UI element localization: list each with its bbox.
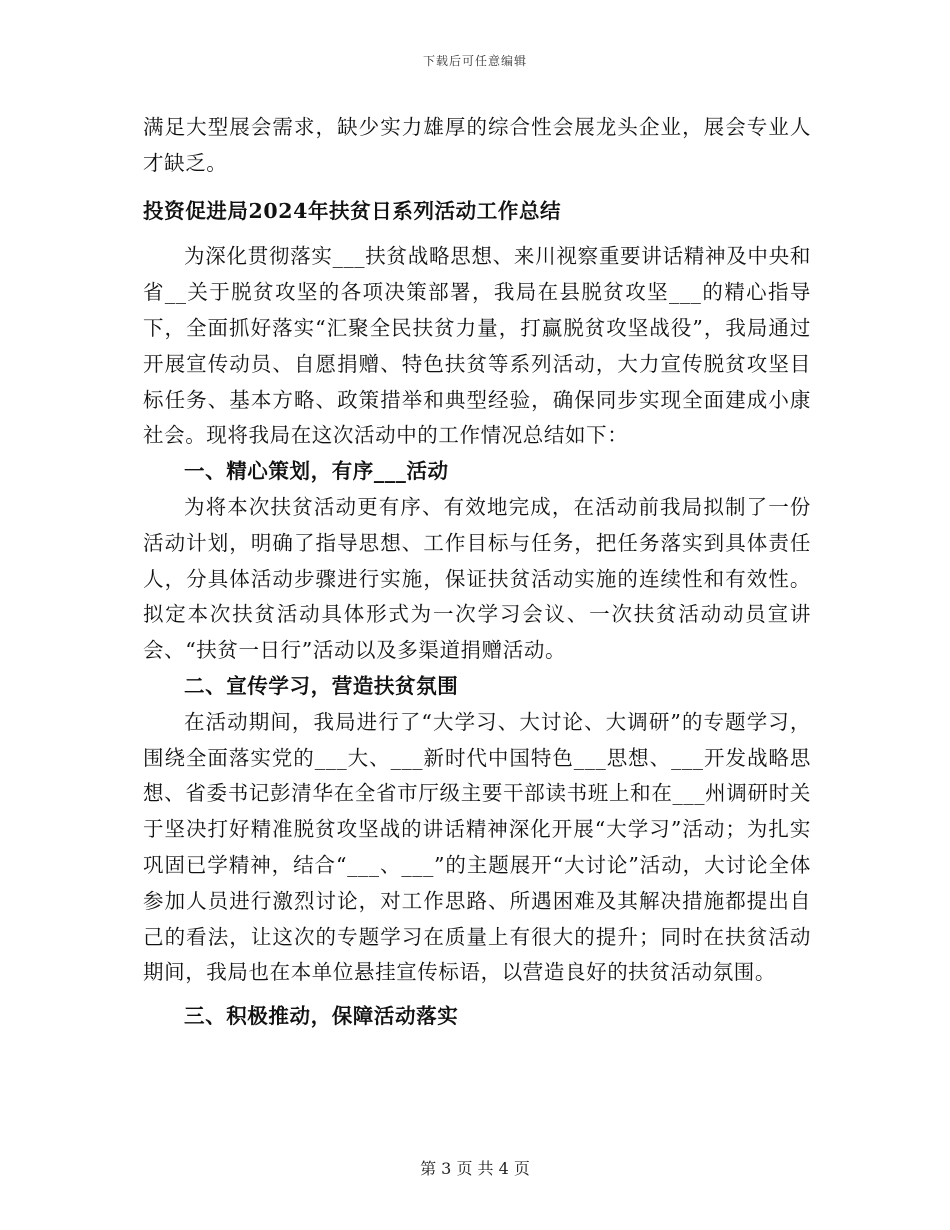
section-paragraph-1: 为将本次扶贫活动更有序、有效地完成，在活动前我局拟制了一份活动计划，明确了指导思想、工作目标与任务，把任务落实到具体责任人，分具体活动步骤进行实施，保证扶贫活动实施的连续性和有效性。拟定本次扶贫活动具体形式为一次学习会议、一次扶贫活动动员宣讲会、“扶贫一日行”活动以及多渠道捐赠活动。 <box>143 494 811 663</box>
intro-continuation: 满足大型展会需求，缺少实力雄厚的综合性会展龙头企业，展会专业人才缺乏。 <box>143 115 811 175</box>
document-body <box>143 110 811 1035</box>
section-heading-2: 二、宣传学习，营造扶贫氛围 <box>184 673 459 698</box>
document-title: 投资促进局2024年扶贫日系列活动工作总结 <box>143 198 562 223</box>
section-heading-1: 一、精心策划，有序___活动 <box>184 459 449 484</box>
page-header: 下载后可任意编辑 <box>422 54 527 68</box>
page-number: 第 3 页 共 4 页 <box>420 1159 530 1178</box>
intro-paragraph: 为深化贯彻落实___扶贫战略思想、来川视察重要讲话精神及中央和省__关于脱贫攻坚的各项决策部署，我局在县脱贫攻坚___的精心指导下，全面抓好落实“汇聚全民扶贫力量，打赢脱贫攻坚战役”，我局通过开展宣传动员、自愿捐赠、特色扶贫等系列活动，大力宣传脱贫攻坚目标任务、基本方略、政策措举和典型经验，确保同步实现全面建成小康社会。现将我局在这次活动中的工作情况总结如下： <box>143 244 811 448</box>
section-paragraph-2: 在活动期间，我局进行了“大学习、大讨论、大调研”的专题学习，围绕全面落实党的___大、___新时代中国特色___思想、___开发战略思想、省委书记彭清华在全省市厅级主要干部读书班上和在___州调研时关于坚决打好精准脱贫攻坚战的讲话精神深化开展“大学习”活动；为扎实巩固已学精神，结合“___、___”的主题展开“大讨论”活动，大讨论全体参加人员进行激烈讨论，对工作思路、所遇困难及其解决措施都提出自己的看法，让这次的专题学习在质量上有很大的提升；同时在扶贫活动期间，我局也在本单位悬挂宣传标语，以营造良好的扶贫活动氛围。 <box>143 709 811 985</box>
section-heading-3: 三、积极推动，保障活动落实 <box>184 1004 459 1029</box>
